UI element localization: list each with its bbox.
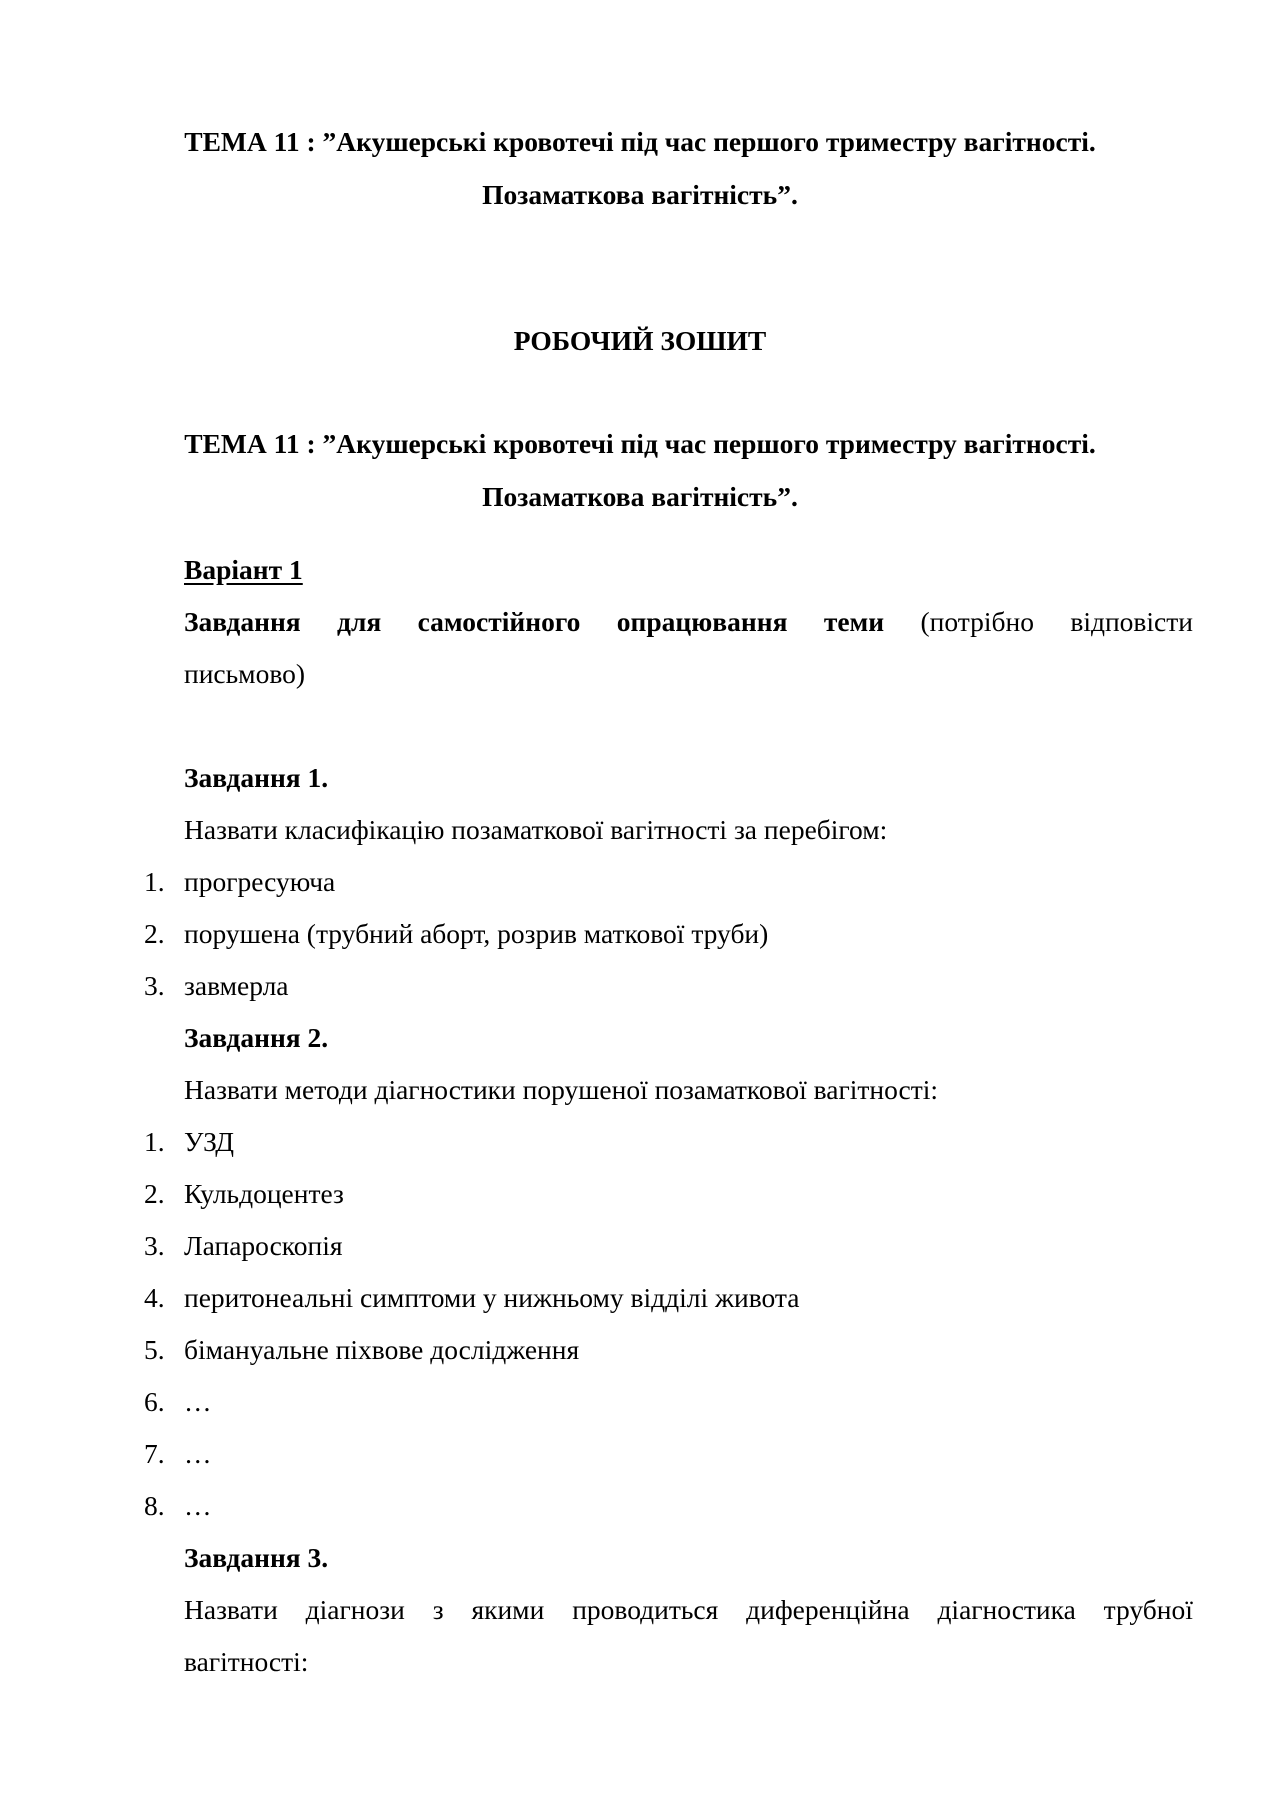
- prompt-word: якими: [471, 1594, 545, 1625]
- task3-prompt-line2: вагітності:: [184, 1646, 309, 1677]
- instruction-word: Завдання: [184, 606, 301, 637]
- list-item: …: [184, 1438, 212, 1469]
- list-number: 4.: [144, 1282, 165, 1313]
- list-item: Лапароскопія: [184, 1230, 343, 1261]
- list-item: бімануальне піхвове дослідження: [184, 1334, 580, 1365]
- list-number: 3.: [144, 970, 165, 1001]
- topic-repeat-line1: ТЕМА 11 : ”Акушерські кровотечі під час першого триместру вагітності.: [184, 428, 1096, 459]
- list-number: 6.: [144, 1386, 165, 1417]
- list-item: Кульдоцентез: [184, 1178, 344, 1209]
- list-number: 5.: [144, 1334, 165, 1365]
- instruction-word: самостійного: [417, 606, 581, 637]
- topic-heading-line1: ТЕМА 11 : ”Акушерські кровотечі під час першого триместру вагітності.: [184, 126, 1096, 157]
- workbook-title: РОБОЧИЙ ЗОШИТ: [513, 325, 767, 356]
- instruction-word: відповісти: [1070, 606, 1193, 637]
- instruction-word: опрацювання: [616, 606, 788, 637]
- list-item: прогресуюча: [184, 866, 336, 897]
- prompt-word: діагнози: [305, 1594, 405, 1625]
- prompt-word: діагностика: [937, 1594, 1076, 1625]
- task3-prompt-line1: [184, 1596, 1193, 1624]
- prompt-word: диференційна: [746, 1594, 910, 1625]
- list-number: 2.: [144, 918, 165, 949]
- instructions-line1: [184, 608, 1193, 636]
- task3-title: Завдання 3.: [184, 1542, 329, 1573]
- instruction-word: (потрібно: [920, 606, 1034, 637]
- topic-heading-line2: Позаматкова вагітність”.: [482, 179, 798, 210]
- task1-title: Завдання 1.: [184, 762, 329, 793]
- instructions-line2: письмово): [184, 658, 306, 689]
- instruction-word: для: [337, 606, 382, 637]
- instruction-word: теми: [823, 606, 885, 637]
- list-number: 8.: [144, 1490, 165, 1521]
- prompt-word: трубної: [1103, 1594, 1193, 1625]
- task1-prompt: Назвати класифікацію позаматкової вагітності за перебігом:: [184, 814, 888, 845]
- topic-repeat-line2: Позаматкова вагітність”.: [482, 481, 798, 512]
- list-number: 1.: [144, 1126, 165, 1157]
- list-item: УЗД: [184, 1126, 234, 1157]
- list-item: перитонеальні симптоми у нижньому відділі живота: [184, 1282, 800, 1313]
- list-number: 3.: [144, 1230, 165, 1261]
- prompt-word: проводиться: [572, 1594, 719, 1625]
- list-number: 2.: [144, 1178, 165, 1209]
- task2-prompt: Назвати методи діагностики порушеної позаматкової вагітності:: [184, 1074, 939, 1105]
- list-item: завмерла: [184, 970, 289, 1001]
- list-number: 7.: [144, 1438, 165, 1469]
- task2-title: Завдання 2.: [184, 1022, 329, 1053]
- prompt-word: Назвати: [184, 1594, 278, 1625]
- prompt-word: з: [432, 1594, 444, 1625]
- list-item: …: [184, 1490, 212, 1521]
- variant-label: Варіант 1: [184, 554, 303, 585]
- list-item: …: [184, 1386, 212, 1417]
- list-number: 1.: [144, 866, 165, 897]
- list-item: порушена (трубний аборт, розрив маткової труби): [184, 918, 769, 949]
